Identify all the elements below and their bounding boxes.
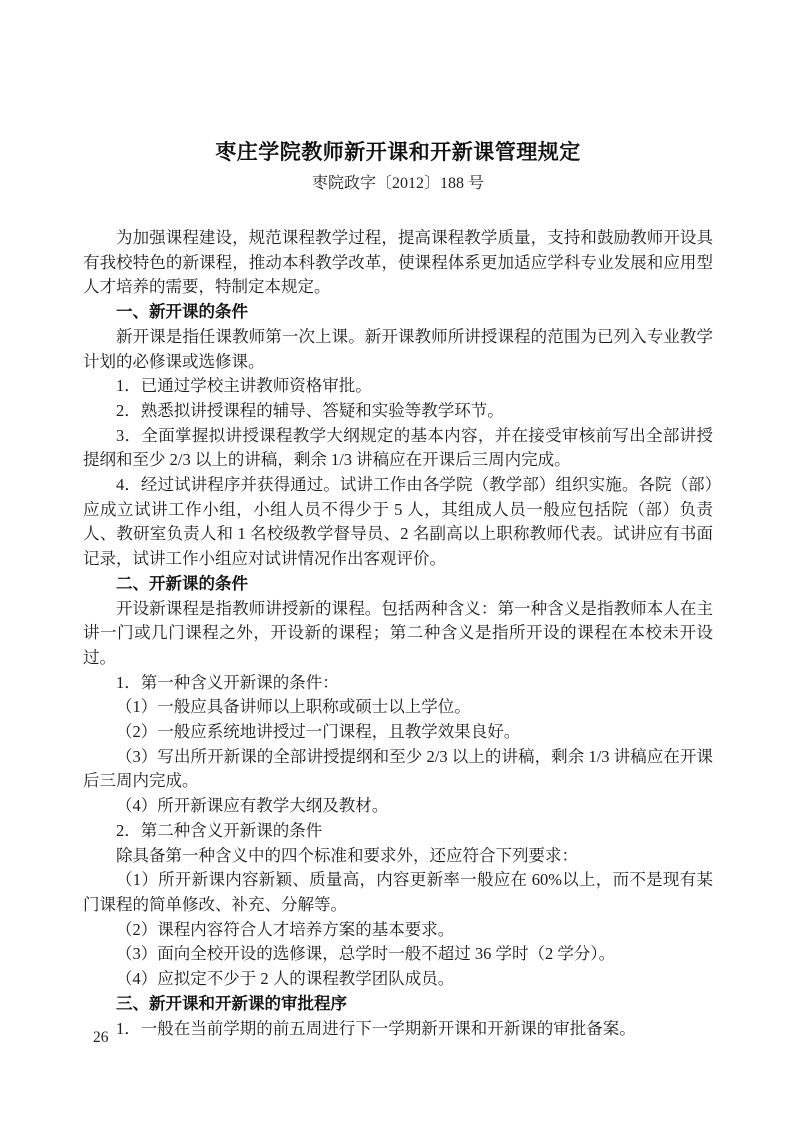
paragraph: 1．一般在当前学期的前五周进行下一学期新开课和开新课的审批备案。 — [116, 1018, 636, 1038]
paragraph: （2）一般应系统地讲授过一门课程，且教学效果良好。 — [116, 722, 521, 742]
paragraph: （4）所开新课应有教学大纲及教材。 — [116, 796, 389, 816]
paragraph: 为加强课程建设，规范课程教学过程，提高课程教学质量，支持和鼓励教师开设具有我校特色的新课程，推动本科教学改革，使课程体系更加适应学科专业发展和应用型人才培养的需要，特制定本规定。 — [83, 228, 713, 297]
paragraph: 4．经过试讲程序并获得通过。试讲工作由各学院（教学部）组织实施。各院（部）应成立试讲工作小组，小组人员不得少于 5 人，其组成人员一般应包括院（部）负责人、教研室负责人和 1 名校级教学督导员、2 名副高以上职称教师代表。试讲应有书面记录，试讲工作小组应对试讲情况作出客观评价。 — [83, 475, 713, 569]
paragraph: （1）一般应具备讲师以上职称或硕士以上学位。 — [116, 697, 471, 717]
paragraph: （3）写出所开新课的全部讲授提纲和至少 2/3 以上的讲稿，剩余 1/3 讲稿应在开课后三周内完成。 — [83, 746, 713, 791]
paragraph: 2．熟悉拟讲授课程的辅导、答疑和实验等教学环节。 — [116, 400, 504, 420]
section-heading: 三、新开课和开新课的审批程序 — [116, 993, 347, 1013]
document-content — [83, 140, 713, 1041]
paragraph: （2）课程内容符合人才培养方案的基本要求。 — [116, 919, 455, 939]
paragraph: 新开课是指任课教师第一次上课。新开课教师所讲授课程的范围为已列入专业教学计划的必修课或选修课。 — [83, 326, 713, 371]
paragraph: （3）面向全校开设的选修课，总学时一般不超过 36 学时（2 学分）。 — [116, 944, 616, 964]
section-heading: 二、开新课的条件 — [116, 573, 248, 593]
paragraph: （1）所开新课内容新颖、质量高，内容更新率一般应在 60%以上，而不是现有某门课程的简单修改、补充、分解等。 — [83, 870, 713, 914]
document-number: 枣院政字〔2012〕188 号 — [311, 175, 484, 192]
paragraph: 2．第二种含义开新课的条件 — [116, 820, 323, 840]
page-number: 26 — [93, 1029, 109, 1046]
page-title: 枣庄学院教师新开课和开新课管理规定 — [215, 140, 581, 164]
paragraph: 1．已通过学校主讲教师资格审批。 — [116, 376, 372, 396]
document-body — [83, 226, 713, 1041]
paragraph: 1．第一种含义开新课的条件： — [116, 672, 339, 692]
paragraph: 3．全面掌握拟讲授课程教学大纲规定的基本内容，并在接受审核前写出全部讲授提纲和至少 2/3 以上的讲稿，剩余 1/3 讲稿应在开课后三周内完成。 — [83, 425, 713, 470]
paragraph: 开设新课程是指教师讲授新的课程。包括两种含义：第一种含义是指教师本人在主讲一门或几门课程之外，开设新的课程；第二种含义是指所开设的课程在本校未开设过。 — [83, 598, 713, 667]
section-heading: 一、新开课的条件 — [116, 302, 248, 322]
paragraph: 除具备第一种含义中的四个标准和要求外，还应符合下列要求： — [116, 845, 578, 865]
paragraph: （4）应拟定不少于 2 人的课程教学团队成员。 — [116, 969, 455, 989]
